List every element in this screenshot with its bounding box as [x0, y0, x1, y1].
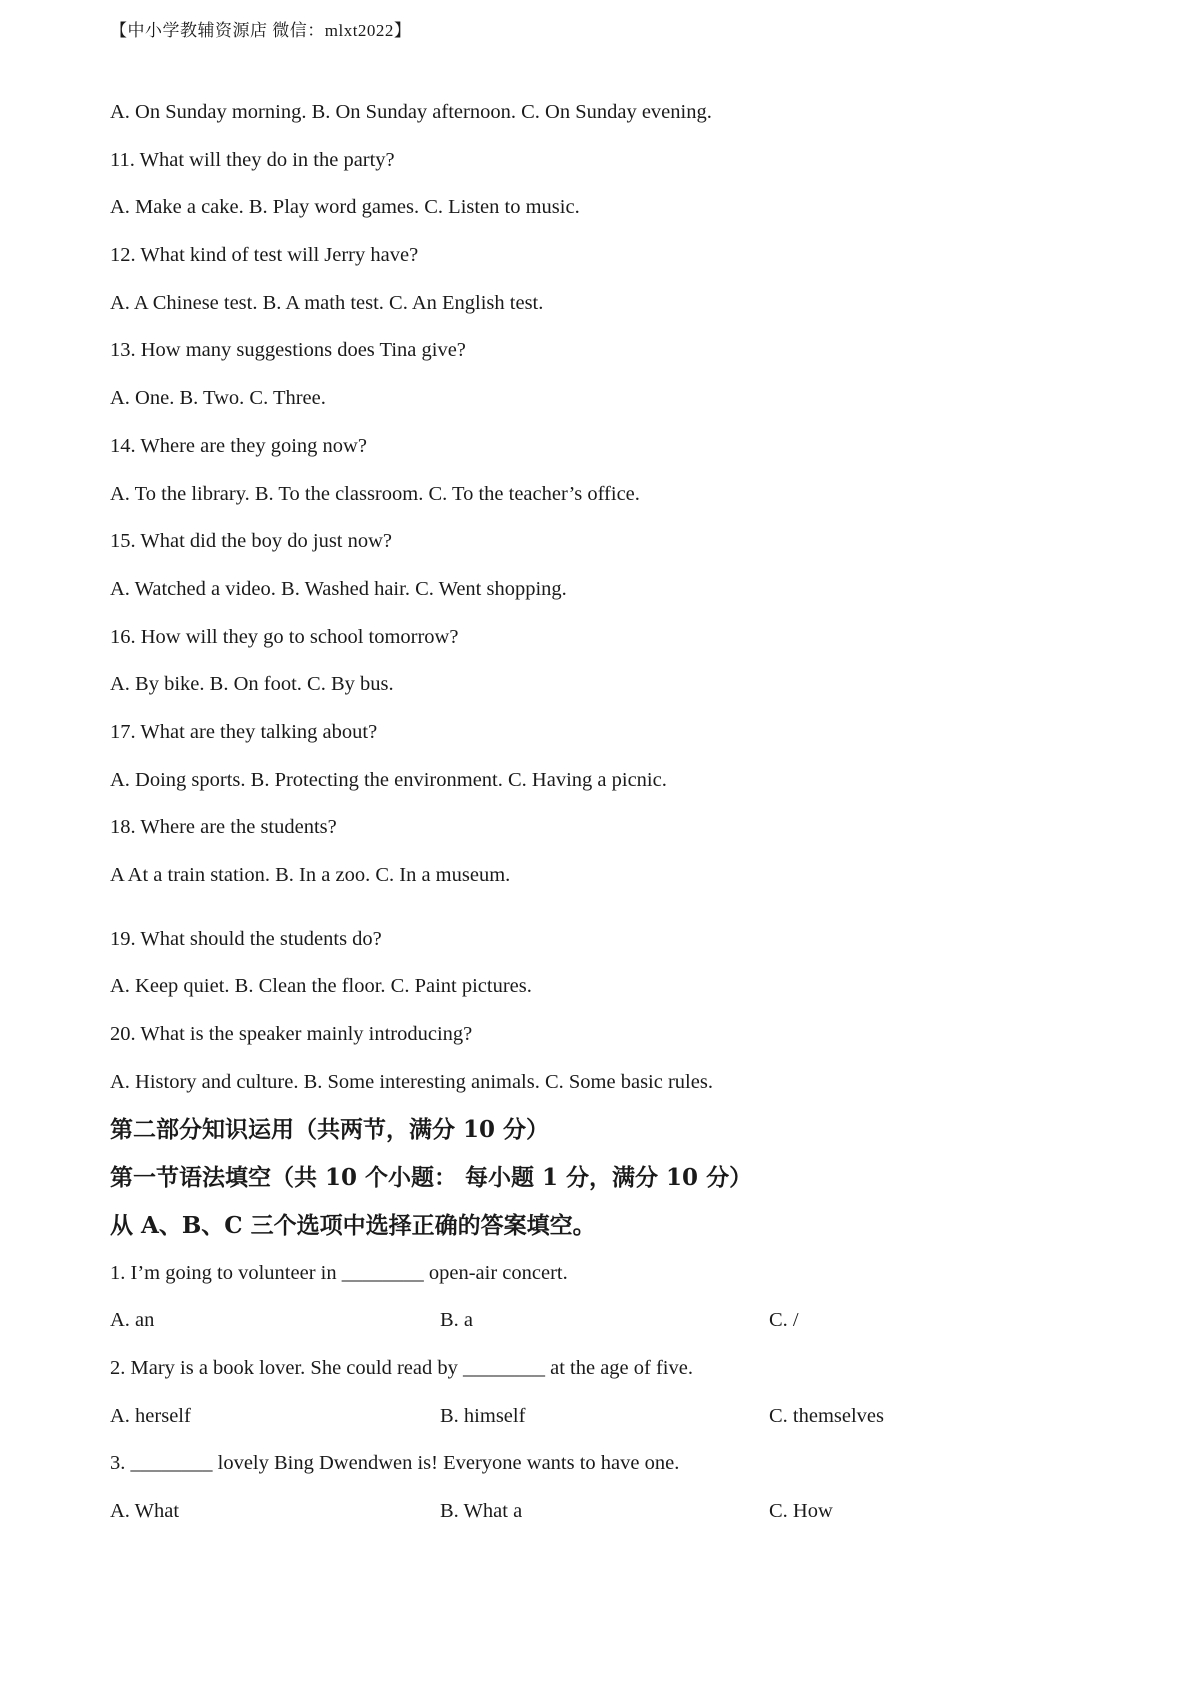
grammar-q2-options: [110, 1402, 1110, 1450]
q10-options: A. On Sunday morning. B. On Sunday afternoon. C. On Sunday evening.: [110, 101, 712, 123]
q13-question: 13. How many suggestions does Tina give?: [110, 339, 466, 362]
q11-options: A. Make a cake. B. Play word games. C. Listen to music.: [110, 196, 580, 219]
q14-options: A. To the library. B. To the classroom. C. To the teacher’s office.: [110, 482, 640, 505]
q18-options: A At a train station. B. In a zoo. C. In a museum.: [110, 864, 511, 886]
section1-heading: 第一节语法填空（共 10 个小题： 每小题 1 分，满分 10 分）: [110, 1164, 753, 1192]
grammar-q1-options: [110, 1306, 1110, 1354]
grammar-q3-stem: 3. ________ lovely Bing Dwendwen is! Everyone wants to have one.: [110, 1452, 680, 1475]
q19-question: 19. What should the students do?: [110, 927, 382, 950]
q15-question: 15. What did the boy do just now?: [110, 530, 393, 553]
option-c: C. How: [769, 1499, 833, 1522]
q12-options: A. A Chinese test. B. A math test. C. An English test.: [110, 291, 544, 314]
option-a: A. herself: [110, 1404, 191, 1427]
grammar-q2-stem: 2. Mary is a book lover. She could read by ________ at the age of five.: [110, 1356, 693, 1379]
q12-question: 12. What kind of test will Jerry have?: [110, 244, 419, 267]
grammar-q1-stem: 1. I’m going to volunteer in ________ open-air concert.: [110, 1261, 568, 1284]
option-a: A. What: [110, 1499, 180, 1522]
header-watermark: 【中小学教辅资源店 微信：mlxt2022】: [110, 21, 412, 40]
exam-content: [110, 98, 1110, 1545]
option-a: A. an: [110, 1309, 155, 1332]
q14-question: 14. Where are they going now?: [110, 434, 367, 457]
option-c: C. /: [769, 1309, 799, 1332]
q17-options: A. Doing sports. B. Protecting the environment. C. Having a picnic.: [110, 768, 667, 791]
option-b: B. What a: [440, 1499, 523, 1522]
q17-question: 17. What are they talking about?: [110, 720, 378, 743]
q11-question: 11. What will they do in the party?: [110, 148, 395, 171]
grammar-q3-options: [110, 1497, 1110, 1545]
q18-question: 18. Where are the students?: [110, 816, 337, 839]
q20-question: 20. What is the speaker mainly introducing?: [110, 1023, 473, 1046]
q19-options: A. Keep quiet. B. Clean the floor. C. Paint pictures.: [110, 975, 532, 998]
q20-options: A. History and culture. B. Some interesting animals. C. Some basic rules.: [110, 1070, 713, 1093]
instruction-heading: 从 A、B、C 三个选项中选择正确的答案填空。: [110, 1211, 596, 1239]
q15-options: A. Watched a video. B. Washed hair. C. Went shopping.: [110, 577, 567, 600]
part2-heading: 第二部分知识运用（共两节，满分 10 分）: [110, 1116, 550, 1144]
option-b: B. a: [440, 1309, 474, 1332]
q16-question: 16. How will they go to school tomorrow?: [110, 625, 459, 648]
option-b: B. himself: [440, 1404, 526, 1427]
spacer: [110, 909, 1110, 925]
option-c: C. themselves: [769, 1404, 885, 1427]
q13-options: A. One. B. Two. C. Three.: [110, 387, 326, 410]
q16-options: A. By bike. B. On foot. C. By bus.: [110, 673, 394, 696]
